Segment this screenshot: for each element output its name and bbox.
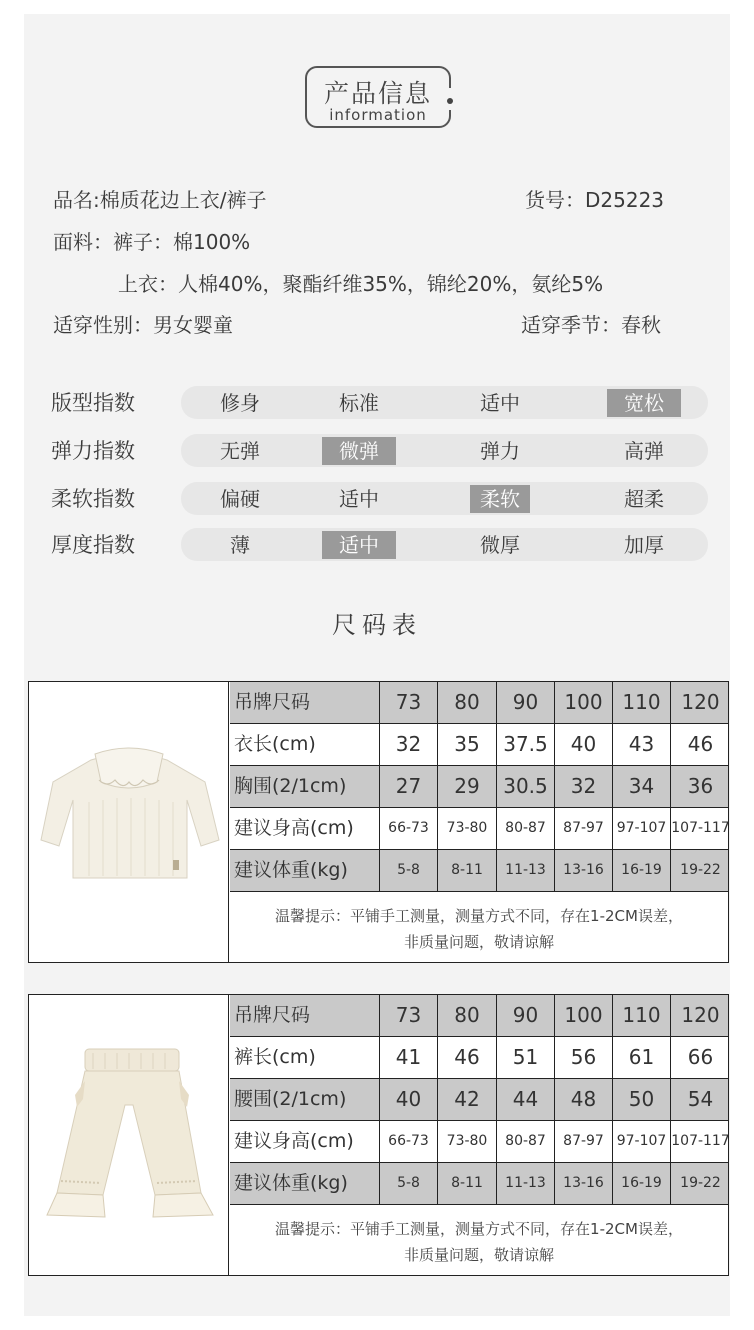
table-row: [230, 1079, 728, 1121]
table-cell: 73-80: [438, 808, 497, 849]
table-cell: 19-22: [680, 1175, 721, 1191]
shirt-image-cell: [29, 682, 229, 962]
table-cell: 66: [687, 1045, 714, 1069]
header-title-cn: 产品信息: [323, 79, 432, 108]
table-cell: 73: [380, 995, 438, 1036]
table-cell: 41: [380, 1037, 438, 1078]
table-cell: 43: [613, 724, 671, 765]
table-cell: 40: [380, 1079, 438, 1120]
table-cell: 110: [613, 682, 671, 723]
item-number: 货号：D25223: [525, 188, 665, 212]
row-label: 吊牌尺码: [230, 995, 380, 1036]
index-label: 厚度指数: [51, 533, 135, 557]
table-cell: 27: [380, 766, 438, 807]
table-cell: 97-107: [613, 808, 671, 849]
table-cell: 37.5: [497, 724, 555, 765]
measurement-note: 非质量问题，敬请谅解: [403, 933, 554, 951]
row-label: 裤长(cm): [230, 1037, 380, 1078]
table-cell: 40: [555, 724, 613, 765]
row-label: 衣长(cm): [230, 724, 380, 765]
table-cell: 90: [497, 682, 555, 723]
pants-size-table: [28, 994, 729, 1276]
index-option: 适中: [339, 487, 379, 511]
table-cell: 66-73: [380, 808, 438, 849]
table-cell: 50: [613, 1079, 671, 1120]
table-cell: 5-8: [380, 850, 438, 891]
table-cell: 5-8: [380, 1163, 438, 1204]
table-cell: 120: [681, 690, 720, 714]
index-option: 加厚: [624, 533, 664, 557]
table-cell: 80: [438, 682, 497, 723]
table-cell: 51: [497, 1037, 555, 1078]
table-row: [230, 995, 728, 1037]
table-cell: 73: [380, 682, 438, 723]
table-cell: 19-22: [680, 862, 721, 878]
table-cell: 8-11: [438, 850, 497, 891]
fabric-pants: 面料：裤子：棉100%: [53, 230, 251, 254]
row-label: 吊牌尺码: [230, 682, 380, 723]
measurement-note: 非质量问题，敬请谅解: [403, 1246, 554, 1264]
measurement-note: 温馨提示：平铺手工测量，测量方式不同，存在1-2CM误差，: [275, 1220, 683, 1238]
index-option: 超柔: [624, 487, 664, 511]
table-cell: 36: [687, 774, 714, 798]
row-label: 建议身高(cm): [230, 1121, 380, 1162]
table-cell: 42: [438, 1079, 497, 1120]
table-cell: 8-11: [438, 1163, 497, 1204]
row-label: 胸围(2/1cm): [230, 766, 380, 807]
index-option: 偏硬: [220, 487, 260, 511]
shirt-image: [29, 682, 229, 962]
table-cell: 80: [438, 995, 497, 1036]
index-option-selected: 宽松: [607, 389, 681, 417]
table-cell: 107-117: [671, 1133, 730, 1149]
table-cell: 34: [613, 766, 671, 807]
index-option-selected: 微弹: [322, 437, 396, 465]
table-cell: 100: [555, 995, 613, 1036]
season: 适穿季节：春秋: [521, 313, 661, 337]
pants-image-cell: [29, 995, 229, 1275]
table-row: [230, 766, 728, 808]
table-cell: 97-107: [613, 1121, 671, 1162]
table-cell: 32: [555, 766, 613, 807]
table-cell: 80-87: [497, 1121, 555, 1162]
shirt-size-table: [28, 681, 729, 963]
table-row: [230, 1121, 728, 1163]
info-header-badge: [305, 66, 451, 128]
table-cell: 90: [497, 995, 555, 1036]
table-cell: 110: [613, 995, 671, 1036]
table-cell: 46: [438, 1037, 497, 1078]
index-option: 无弹: [220, 439, 260, 463]
table-row: [230, 724, 728, 766]
row-label: 建议身高(cm): [230, 808, 380, 849]
index-option-selected: 适中: [322, 531, 396, 559]
size-chart-title: 尺码表: [332, 611, 422, 639]
table-cell: 11-13: [497, 850, 555, 891]
header-title-en: information: [329, 106, 427, 124]
table-cell: 107-117: [671, 820, 730, 836]
table-cell: 66-73: [380, 1121, 438, 1162]
table-row: [230, 808, 728, 850]
table-cell: 48: [555, 1079, 613, 1120]
table-cell: 87-97: [555, 808, 613, 849]
table-cell: 30.5: [497, 766, 555, 807]
index-option: 适中: [480, 391, 520, 415]
index-label: 版型指数: [51, 391, 135, 415]
table-cell: 56: [555, 1037, 613, 1078]
table-cell: 44: [497, 1079, 555, 1120]
row-label: 腰围(2/1cm): [230, 1079, 380, 1120]
table-cell: 13-16: [555, 850, 613, 891]
gender: 适穿性别：男女婴童: [53, 313, 233, 337]
row-label: 建议体重(kg): [230, 850, 380, 891]
table-cell: 54: [687, 1087, 714, 1111]
index-option-selected: 柔软: [470, 485, 530, 513]
index-label: 柔软指数: [51, 487, 135, 511]
table-cell: 61: [613, 1037, 671, 1078]
product-name: 品名:棉质花边上衣/裤子: [53, 188, 267, 212]
table-cell: 11-13: [497, 1163, 555, 1204]
index-label: 弹力指数: [51, 439, 135, 463]
table-row: [230, 850, 728, 892]
table-row: [230, 1163, 728, 1205]
table-cell: 73-80: [438, 1121, 497, 1162]
table-cell: 29: [438, 766, 497, 807]
table-row: [230, 1037, 728, 1079]
index-option: 薄: [230, 533, 250, 557]
table-cell: 80-87: [497, 808, 555, 849]
index-option: 弹力: [480, 439, 520, 463]
table-cell: 16-19: [613, 1163, 671, 1204]
table-cell: 120: [681, 1003, 720, 1027]
table-cell: 35: [438, 724, 497, 765]
index-option: 标准: [339, 391, 379, 415]
pants-image: [29, 995, 229, 1275]
measurement-note: 温馨提示：平铺手工测量，测量方式不同，存在1-2CM误差，: [275, 907, 683, 925]
table-cell: 16-19: [613, 850, 671, 891]
index-option: 微厚: [480, 533, 520, 557]
table-cell: 46: [687, 732, 714, 756]
table-cell: 13-16: [555, 1163, 613, 1204]
table-cell: 32: [380, 724, 438, 765]
row-label: 建议体重(kg): [230, 1163, 380, 1204]
table-cell: 87-97: [555, 1121, 613, 1162]
index-option: 修身: [220, 391, 260, 415]
fabric-top: 上衣：人棉40%，聚酯纤维35%，锦纶20%，氨纶5%: [118, 272, 604, 296]
index-option: 高弹: [624, 439, 664, 463]
table-cell: 100: [555, 682, 613, 723]
table-row: [230, 682, 728, 724]
